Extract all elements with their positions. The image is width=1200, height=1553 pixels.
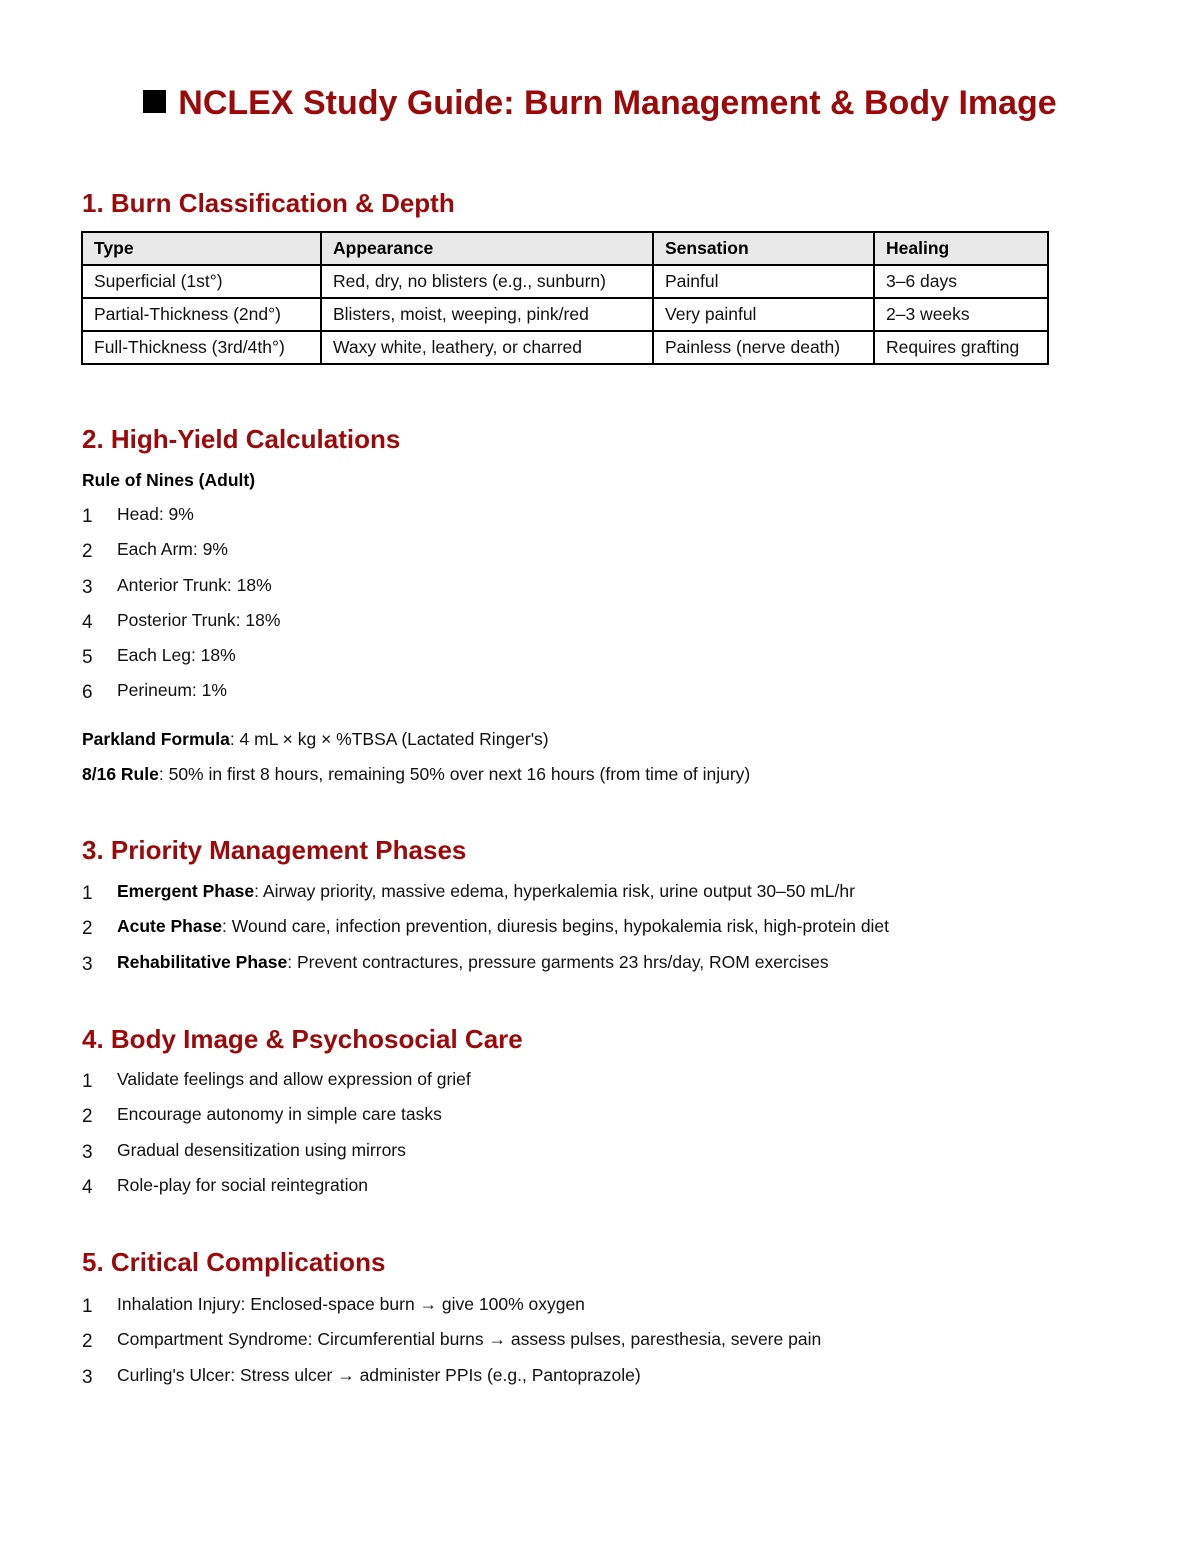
list-item (82, 502, 280, 537)
list-item (82, 643, 280, 678)
table-cell: Painful (653, 265, 874, 298)
list-number: 1 (82, 1071, 93, 1092)
rule-8-16-text: : 50% in first 8 hours, remaining 50% over next 16 hours (from time of injury) (158, 764, 751, 784)
list-item-text: Role-play for social reintegration (117, 1174, 368, 1195)
list-item-text: Each Leg: 18% (117, 645, 236, 666)
section-heading-calculations: 2. High-Yield Calculations (82, 424, 401, 454)
rule-8-16 (82, 764, 750, 785)
list-number: 2 (82, 1331, 93, 1353)
table-header-cell: Appearance (321, 232, 653, 265)
list-item-text: Gradual desensitization using mirrors (117, 1139, 406, 1160)
list-item-text: : Wound care, infection prevention, diuresis begins, hypokalemia risk, high-protein diet (222, 916, 890, 937)
body-image-list (82, 1067, 471, 1208)
list-number: 3 (82, 576, 93, 598)
list-number: 1 (82, 883, 93, 904)
list-item-text: Posterior Trunk: 18% (117, 609, 281, 630)
list-number: 1 (82, 506, 93, 527)
table-cell: Requires grafting (874, 331, 1048, 364)
list-item (82, 573, 280, 608)
list-item-text: : Prevent contractures, pressure garments 23 hrs/day, ROM exercises (287, 951, 829, 972)
section-heading-management-phases: 3. Priority Management Phases (82, 835, 467, 865)
list-number: 2 (82, 1106, 93, 1128)
management-phases-list (82, 879, 889, 985)
list-item-text: Anterior Trunk: 18% (117, 574, 272, 595)
rule-of-nines-title: Rule of Nines (Adult) (82, 470, 256, 490)
table-cell: Waxy white, leathery, or charred (321, 331, 653, 364)
list-item (82, 608, 280, 643)
list-item (82, 950, 889, 985)
table-cell: Partial-Thickness (2nd°) (82, 298, 321, 331)
complications-list (82, 1292, 821, 1398)
list-item (82, 537, 280, 572)
list-number: 4 (82, 1176, 93, 1198)
section-heading-burn-classification: 1. Burn Classification & Depth (82, 188, 455, 218)
list-item-text: Curling's Ulcer: Stress ulcer → administer PPIs (e.g., Pantoprazole) (117, 1364, 641, 1385)
table-row (82, 298, 1048, 331)
list-item (82, 914, 889, 949)
table-cell: Full-Thickness (3rd/4th°) (82, 331, 321, 364)
phase-label: Acute Phase (117, 916, 223, 937)
list-number: 2 (82, 541, 93, 563)
rule-of-nines-list (82, 502, 280, 714)
list-item-text: Head: 9% (117, 504, 194, 524)
table-header-row (82, 232, 1048, 265)
table-header-cell: Healing (874, 232, 1048, 265)
parkland-formula-text: : 4 mL × kg × %TBSA (Lactated Ringer's) (229, 729, 549, 749)
table-cell: Very painful (653, 298, 874, 331)
phase-label: Emergent Phase (117, 881, 255, 901)
list-item (82, 1173, 471, 1208)
list-item-text: Inhalation Injury: Enclosed-space burn → give 100% oxygen (117, 1294, 585, 1314)
list-item (82, 1067, 471, 1102)
list-item-text: Compartment Syndrome: Circumferential burns → assess pulses, paresthesia, severe pain (117, 1329, 822, 1350)
table-cell: Superficial (1st°) (82, 265, 321, 298)
list-item (82, 678, 280, 713)
list-number: 3 (82, 1366, 93, 1388)
burn-classification-table (81, 231, 1049, 365)
table-cell: Red, dry, no blisters (e.g., sunburn) (321, 265, 653, 298)
table-header-cell: Type (82, 232, 321, 265)
table-header-cell: Sensation (653, 232, 874, 265)
list-item (82, 1138, 471, 1173)
list-number: 6 (82, 682, 93, 704)
list-item (82, 1327, 821, 1362)
rule-8-16-label: 8/16 Rule (82, 764, 159, 784)
table-cell: 2–3 weeks (874, 298, 1048, 331)
section-heading-body-image: 4. Body Image & Psychosocial Care (82, 1024, 523, 1054)
list-item (82, 1102, 471, 1137)
table-row (82, 331, 1048, 364)
list-number: 3 (82, 953, 93, 975)
list-item-text: Encourage autonomy in simple care tasks (117, 1104, 442, 1125)
page-title-text: NCLEX Study Guide: Burn Management & Body Image (178, 84, 1057, 122)
table-cell: 3–6 days (874, 265, 1048, 298)
square-bullet-icon (143, 90, 166, 113)
list-item-text: Validate feelings and allow expression of grief (117, 1069, 471, 1089)
page-title (0, 84, 1200, 123)
list-item-text: Perineum: 1% (117, 680, 227, 701)
section-heading-complications: 5. Critical Complications (82, 1247, 386, 1277)
table-row (82, 265, 1048, 298)
table-cell: Blisters, moist, weeping, pink/red (321, 298, 653, 331)
list-number: 2 (82, 918, 93, 940)
list-item (82, 879, 889, 914)
phase-label: Rehabilitative Phase (117, 951, 288, 972)
list-number: 3 (82, 1141, 93, 1163)
list-number: 5 (82, 647, 93, 669)
list-item (82, 1292, 821, 1327)
list-number: 1 (82, 1296, 93, 1317)
table-cell: Painless (nerve death) (653, 331, 874, 364)
list-item-text: Each Arm: 9% (117, 539, 228, 560)
list-item (82, 1363, 821, 1398)
parkland-formula-label: Parkland Formula (82, 729, 230, 749)
list-item-text: : Airway priority, massive edema, hyperkalemia risk, urine output 30–50 mL/hr (254, 881, 855, 901)
list-number: 4 (82, 611, 93, 633)
parkland-formula (82, 729, 549, 750)
